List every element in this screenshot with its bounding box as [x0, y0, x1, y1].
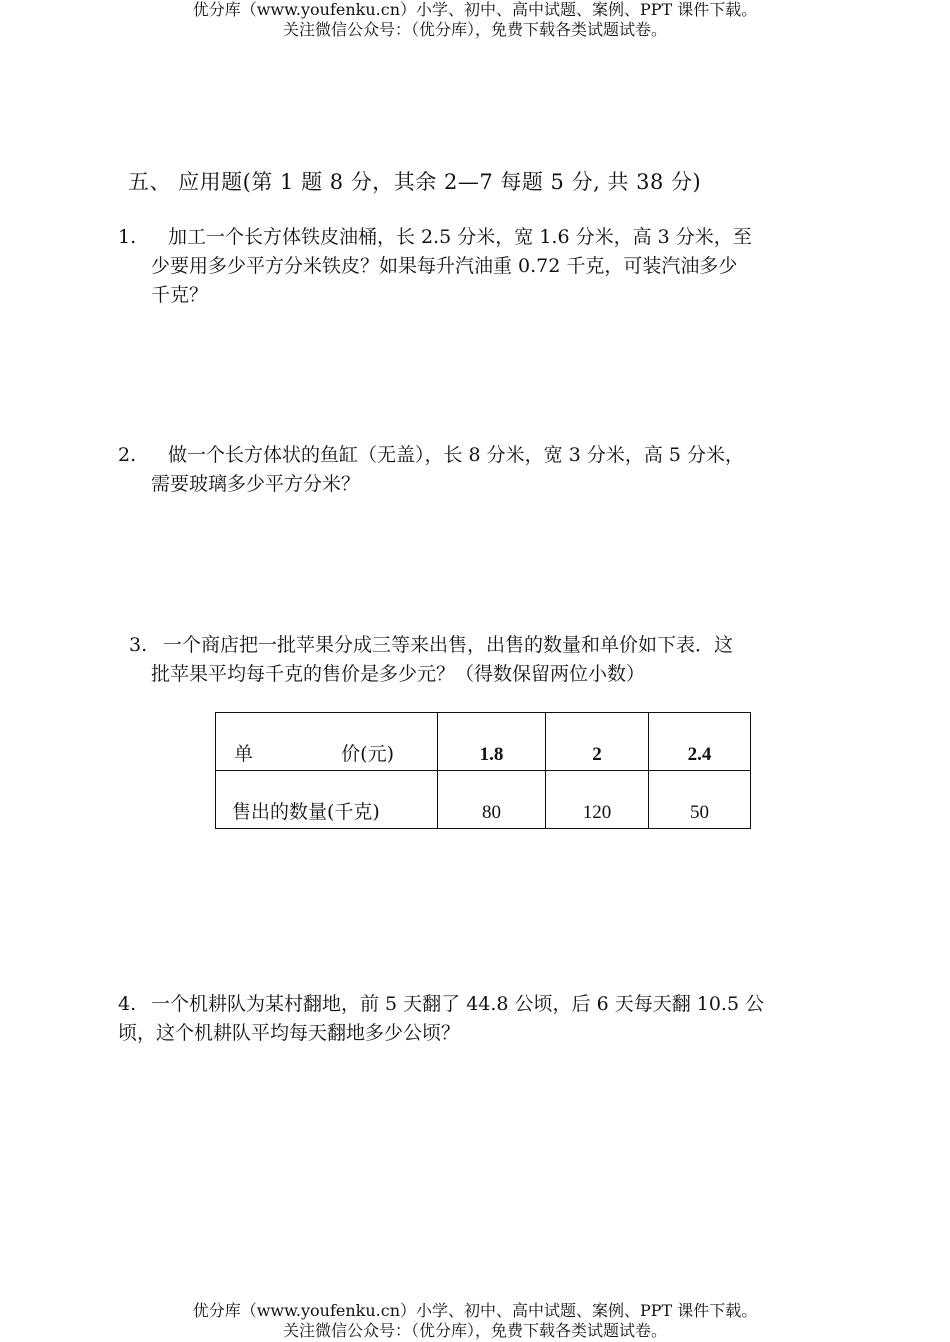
question-4 [118, 990, 764, 1048]
question-number: 1. [118, 226, 137, 248]
question-text-line: 顷，这个机耕队平均每天翻地多少公顷？ [118, 1022, 461, 1044]
table-cell: 50 [649, 771, 751, 829]
footer-line-2: 关注微信公众号：（优分库），免费下载各类试题试卷。 [282, 1321, 667, 1340]
question-number: 4. [118, 993, 137, 1015]
question-text-line: 需要玻璃多少平方分米？ [151, 473, 361, 495]
question-text-line: 批苹果平均每千克的售价是多少元？（得数保留两位小数） [151, 663, 646, 685]
header-line-2: 关注微信公众号：（优分库），免费下载各类试题试卷。 [282, 20, 667, 39]
table-cell: 120 [546, 771, 649, 829]
table-cell: 2 [546, 713, 649, 771]
question-2 [118, 441, 744, 499]
question-text-line: 一个商店把一批苹果分成三等来出售，出售的数量和单价如下表．这 [163, 634, 734, 656]
question-3 [118, 631, 733, 689]
question-text-line: 做一个长方体状的鱼缸（无盖），长 8 分米，宽 3 分米，高 5 分米， [168, 444, 745, 466]
table-row [216, 771, 751, 829]
question-text-line: 加工一个长方体铁皮油桶，长 2.5 分米，宽 1.6 分米，高 3 分米，至 [168, 226, 752, 248]
footer-line-1: 优分库（www.youfenku.cn）小学、初中、高中试题、案例、PPT 课件下载。 [192, 1301, 758, 1320]
table-cell: 2.4 [649, 713, 751, 771]
header-line-1: 优分库（www.youfenku.cn）小学、初中、高中试题、案例、PPT 课件下载。 [192, 0, 758, 19]
unit-label-left: 单 [234, 743, 254, 765]
question-number: 2. [118, 444, 137, 466]
table-row [216, 713, 751, 771]
question-text-line: 千克？ [151, 284, 209, 306]
section-title: 五、 应用题(第 1 题 8 分，其余 2—7 每题 5 分, 共 38 分) [128, 170, 702, 194]
question-text-line: 一个机耕队为某村翻地，前 5 天翻了 44.8 公顷，后 6 天每天翻 10.5 公 [151, 993, 765, 1015]
table-cell-label: 售出的数量(千克) [216, 771, 438, 829]
question-1 [118, 223, 752, 310]
question-text-line: 少要用多少平方分米铁皮？如果每升汽油重 0.72 千克，可装汽油多少 [151, 255, 738, 277]
table-cell: 1.8 [438, 713, 546, 771]
table-cell-label [216, 713, 438, 771]
table-cell: 80 [438, 771, 546, 829]
unit-label-right: 价(元) [341, 743, 394, 765]
question-number: 3. [129, 634, 148, 656]
price-table [215, 712, 751, 829]
